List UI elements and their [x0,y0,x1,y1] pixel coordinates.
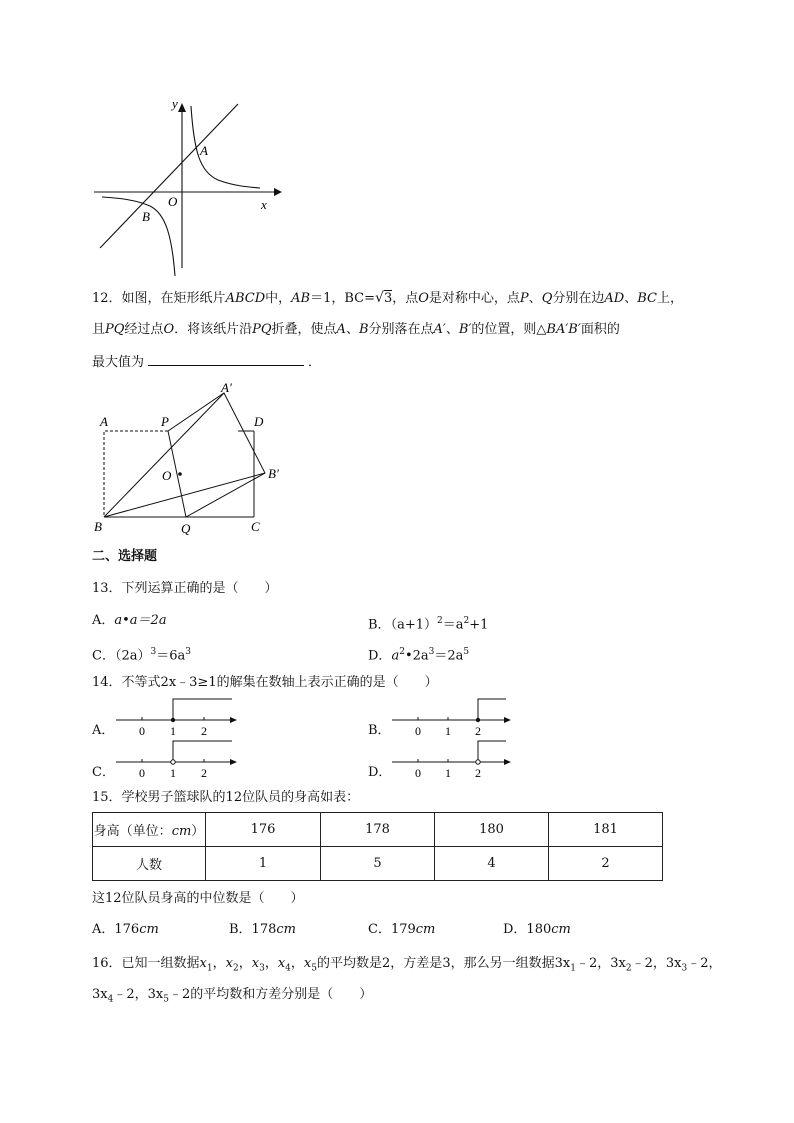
sqrt-sign: √ [375,290,384,306]
svg-text:1: 1 [445,766,451,780]
tick-0: 0 [139,724,145,738]
q15-option-d[interactable]: D．180cm [503,922,571,937]
tick-1: 1 [170,724,176,738]
svg-text:0: 0 [415,766,421,780]
svg-text:0: 0 [415,724,421,738]
origin-label: O [168,194,178,209]
label-p: P [161,414,169,429]
label-c: C [251,519,260,534]
q14-option-b-label[interactable]: B． [368,723,391,738]
rect-dashed-edge [104,431,168,517]
section-heading: 二、选择题 [92,549,158,564]
q11-graph [88,92,288,278]
table-row: 人数 1 5 4 2 [93,847,663,881]
svg-text:1: 1 [445,724,451,738]
answer-blank[interactable] [148,353,304,366]
q14-number-line-c[interactable] [112,736,242,780]
q14-number-line-b[interactable] [388,694,518,738]
q12-line-3: 最大值为 ． [92,355,322,370]
q14-option-c-label[interactable]: C． [92,765,115,780]
y-axis-label: y [172,96,178,111]
y-axis-arrow [178,103,186,112]
x-axis-arrow [274,188,282,196]
label-o: O [162,468,172,483]
q15-option-b[interactable]: B．178cm [229,922,296,937]
q13-stem: 13．下列运算正确的是（ ） [92,581,278,596]
q13-option-c[interactable]: C．$(2a)^3=6a^3$ [92,647,191,664]
svg-text:0: 0 [139,766,145,780]
q15-question: 这12位队员身高的中位数是（ ） [92,891,304,906]
q14-number-line-d[interactable] [388,736,518,780]
label-a: A [100,414,108,429]
q13-option-b[interactable]: B．$(a+1)^2=a^2+1$ [368,616,489,633]
q15-stem: 15．学校男子篮球队的12位队员的身高如表： [92,790,360,805]
q13-option-a[interactable]: A．a•a＝2a [92,613,167,628]
point-b-label: B [142,209,150,224]
q15-option-c[interactable]: C．179cm [368,922,436,937]
svg-text:1: 1 [170,766,176,780]
q14-option-d-label[interactable]: D． [368,765,392,780]
svg-text:2: 2 [475,724,481,738]
svg-text:2: 2 [475,766,481,780]
segment-b-a-prime [104,393,224,517]
q16-line-1: 16．已知一组数据$x_1$，$x_2$，$x_3$，$x_4$，$x_5$的平均数是2，方差是3，那么另一组数据$3x_1﹣2$，$3x_2﹣2$，$3x_3﹣2$， [92,956,722,974]
q12-line-2: 且PQ经过点O．将该纸片沿PQ折叠，使点A、B分别落在点A′、B′的位置，则△BA′B′面积的 [92,322,620,337]
header-cell: 身高（单位：cm） [93,813,206,847]
hyperbola-branch-lower [102,197,175,276]
svg-text:2: 2 [201,766,207,780]
tick-2: 2 [201,724,207,738]
center-point-o [178,472,182,476]
q14-option-a-label[interactable]: A． [92,723,115,738]
x-axis-label: x [261,197,267,212]
label-b-prime: B′ [268,466,279,481]
q12-figure [88,378,298,538]
height-table [92,812,663,881]
q12-line-1: 12．如图，在矩形纸片ABCD中，AB＝1，BC=√3，点O是对称中心，点P、Q分别在边AD、BC上， [92,290,683,306]
folded-quadrilateral [168,393,265,517]
label-d: D [254,414,264,429]
label-q: Q [181,521,191,536]
q16-line-2: $3x_4﹣2$，$3x_5﹣2$的平均数和方差分别是（ ） [92,987,373,1005]
point-a-label: A [200,143,208,158]
q13-option-d[interactable]: D．$a^2•2a^3=2a^5$ [368,647,470,664]
label-a-prime: A′ [221,380,232,395]
q14-number-line-a[interactable] [112,694,242,738]
q14-stem: 14．不等式2x﹣3≥1的解集在数轴上表示正确的是（ ） [92,675,438,690]
linear-function-line [100,104,238,248]
label-b: B [94,519,102,534]
q15-option-a[interactable]: A．176cm [92,922,159,937]
table-row: 身高（单位：cm） 176 178 180 181 [93,813,663,847]
